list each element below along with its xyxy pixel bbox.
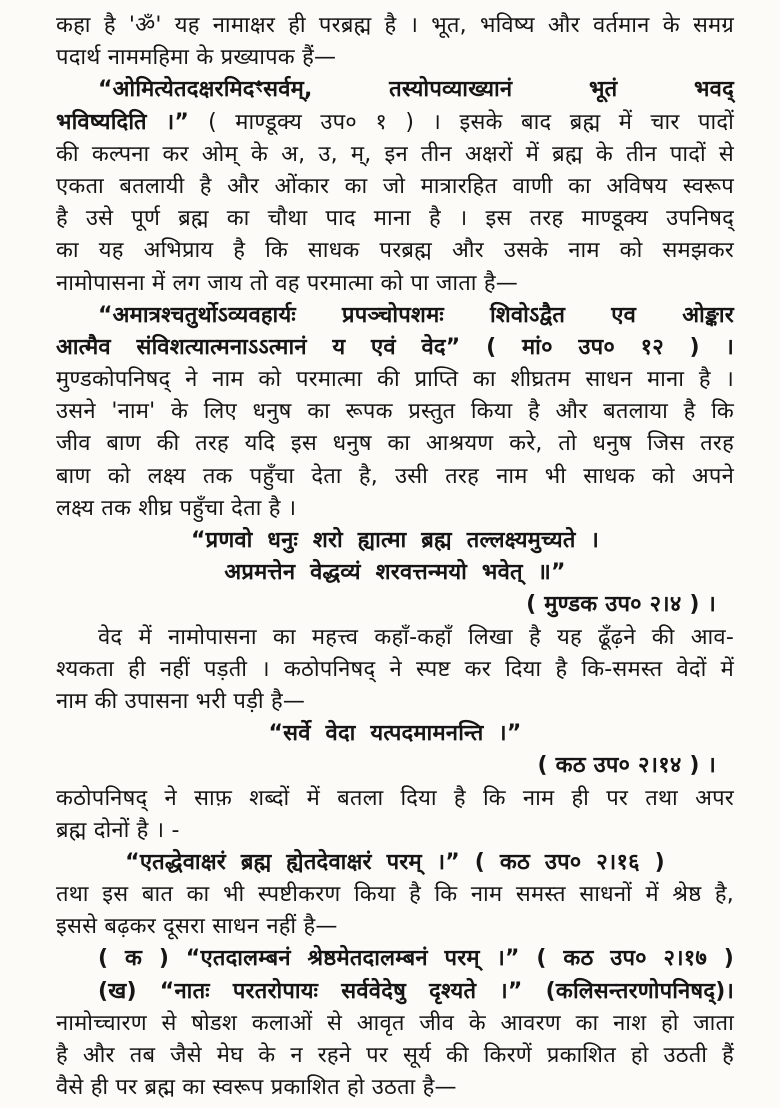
body-text: पदार्थ नाममहिमा के प्रख्यापक हैं—	[56, 45, 337, 71]
body-text: की कल्पना कर ओम् के अ, उ, म्, इन तीन अक्षरों में ब्रह्म के तीन पादों से	[56, 141, 734, 167]
text-line	[56, 10, 734, 42]
body-text: श्यकता ही नहीं पड़ती । कठोपनिषद् ने स्पष्ट कर दिया है कि-समस्त वेदों में	[56, 656, 734, 682]
text-line	[56, 911, 734, 943]
text-line	[56, 686, 734, 718]
text-line	[56, 976, 734, 1008]
text-line	[56, 589, 734, 621]
text-line	[56, 718, 734, 750]
body-text: इससे बढ़कर दूसरा साधन नहीं है—	[56, 914, 338, 940]
text-line	[56, 74, 734, 106]
body-text: वैसे ही पर ब्रह्म का स्वरूप प्रकाशित हो उठता है—	[56, 1075, 457, 1101]
text-line	[56, 42, 734, 74]
body-text: का यह अभिप्राय है कि साधक परब्रह्म और उसके नाम को समझकर	[56, 238, 734, 264]
text-line	[56, 203, 734, 235]
text-line	[56, 815, 734, 847]
text-line	[56, 461, 734, 493]
text-line	[56, 493, 734, 525]
sanskrit-quote-text: अप्रमत्तेन वेद्धव्यं शरवत्तन्मयो भवेत् ॥”	[224, 560, 566, 586]
sanskrit-quote-text: ( मुण्डक उप० २।४ ) ।	[526, 592, 716, 618]
body-text: वेद में नामोपासना का महत्त्व कहाँ-कहाँ लिखा है यह ढूँढ़ने की आव-	[98, 624, 734, 650]
text-line	[56, 268, 734, 300]
text-line	[56, 300, 734, 332]
sanskrit-quote-text: भविष्यदिति ।”	[56, 109, 209, 135]
body-text: लक्ष्य तक शीघ्र पहुँचा देता है ।	[56, 495, 297, 521]
text-line	[56, 235, 734, 267]
sanskrit-quote-text: “प्रणवो धनुः शरो ह्यात्मा ब्रह्म तल्लक्ष्यमुच्यते ।	[190, 528, 600, 553]
body-text: कठोपनिषद् ने साफ़ शब्दों में बतला दिया है कि नाम ही पर तथा अपर	[56, 785, 734, 811]
text-line	[56, 332, 734, 364]
body-text: नामोच्चारण से षोडश कलाओं से आवृत जीव के आवरण का नाश हो जाता	[56, 1010, 734, 1036]
text-line	[56, 396, 734, 428]
text-line	[56, 557, 734, 589]
sanskrit-quote-text: “एतद्धेवाक्षरं ब्रह्म ह्येतदेवाक्षरं परम् ।” ( कठ उप० २।१६ )	[125, 849, 665, 875]
body-text: ब्रह्म दोनों है । -	[56, 817, 180, 843]
text-line	[56, 783, 734, 815]
body-text: जीव बाण की तरह यदि इस धनुष का आश्रयण करे, तो धनुष जिस तरह	[56, 431, 734, 457]
body-text: है और तब जैसे मेघ के न रहने पर सूर्य की किरणें प्रकाशित हो उठती हैं	[56, 1043, 734, 1068]
sanskrit-quote-text: ( क ) “एतदालम्बनं श्रेष्ठमेतदालम्बनं परम् ।” ( कठ उप० २।१७ )	[98, 946, 734, 972]
body-text: नामोपासना में लग जाय तो वह परमात्मा को पा जाता है—	[56, 270, 518, 296]
sanskrit-quote-text: “सर्वे वेदा यत्पदमामनन्ति ।”	[268, 721, 522, 747]
text-line	[56, 1040, 734, 1072]
text-line	[56, 654, 734, 686]
body-text: कहा है 'ॐ' यह नामाक्षर ही परब्रह्म है । भूत, भविष्य और वर्तमान के समग्र	[56, 13, 734, 38]
text-line	[56, 107, 734, 139]
sanskrit-quote-text: आत्मैव संविशत्यात्मनाऽऽत्मानं य एवं वेद”	[56, 334, 487, 360]
body-text: है उसे पूर्ण ब्रह्म का चौथा पाद माना है । इस तरह माण्डूक्य उपनिषद्	[56, 206, 734, 232]
text-line	[56, 428, 734, 460]
text-line	[56, 364, 734, 396]
body-text: ( माण्डूक्य उप० १ ) । इसके बाद ब्रह्म में चार पादों	[208, 109, 734, 135]
sanskrit-quote-text: (ख) “नातः परतरोपायः सर्ववेदेषु दृश्यते ।” (कलिसन्तरणोपनिषद्)।	[98, 978, 734, 1004]
text-line	[56, 525, 734, 557]
text-line	[56, 1072, 734, 1104]
page-text	[56, 10, 734, 1104]
sanskrit-quote-text: “ओमित्येतदक्षरमिदꣳसर्वम्, तस्योपव्याख्यानं भूतं भवद्	[98, 77, 734, 103]
sanskrit-quote-text: ( कठ उप० २।१४ ) ।	[537, 753, 716, 779]
sanskrit-quote-text: ( मां० उप० १२ ) ।	[486, 334, 734, 360]
body-text: नाम की उपासना भरी पड़ी है—	[56, 688, 306, 714]
body-text: एकता बतलायी है और ओंकार का जो मात्रारहित वाणी का अविषय स्वरूप	[56, 173, 734, 199]
body-text: उसने 'नाम' के लिए धनुष का रूपक प्रस्तुत किया है और बतलाया है कि	[56, 399, 734, 425]
body-text: बाण को लक्ष्य तक पहुँचा देता है, उसी तरह नाम भी साधक को अपने	[56, 463, 734, 489]
text-line	[56, 139, 734, 171]
body-text: मुण्डकोपनिषद् ने नाम को परमात्मा की प्राप्ति का शीघ्रतम साधन माना है ।	[56, 367, 734, 393]
sanskrit-quote-text: “अमात्रश्चतुर्थोऽव्यवहार्यः प्रपञ्चोपशमः शिवोऽद्वैत एव ओङ्कार	[98, 302, 734, 328]
text-line	[56, 171, 734, 203]
text-line	[56, 943, 734, 975]
body-text: तथा इस बात का भी स्पष्टीकरण किया है कि नाम समस्त साधनों में श्रेष्ठ है,	[56, 882, 734, 908]
text-line	[56, 622, 734, 654]
text-line	[56, 847, 734, 879]
text-line	[56, 879, 734, 911]
text-line	[56, 1008, 734, 1040]
text-line	[56, 750, 734, 782]
